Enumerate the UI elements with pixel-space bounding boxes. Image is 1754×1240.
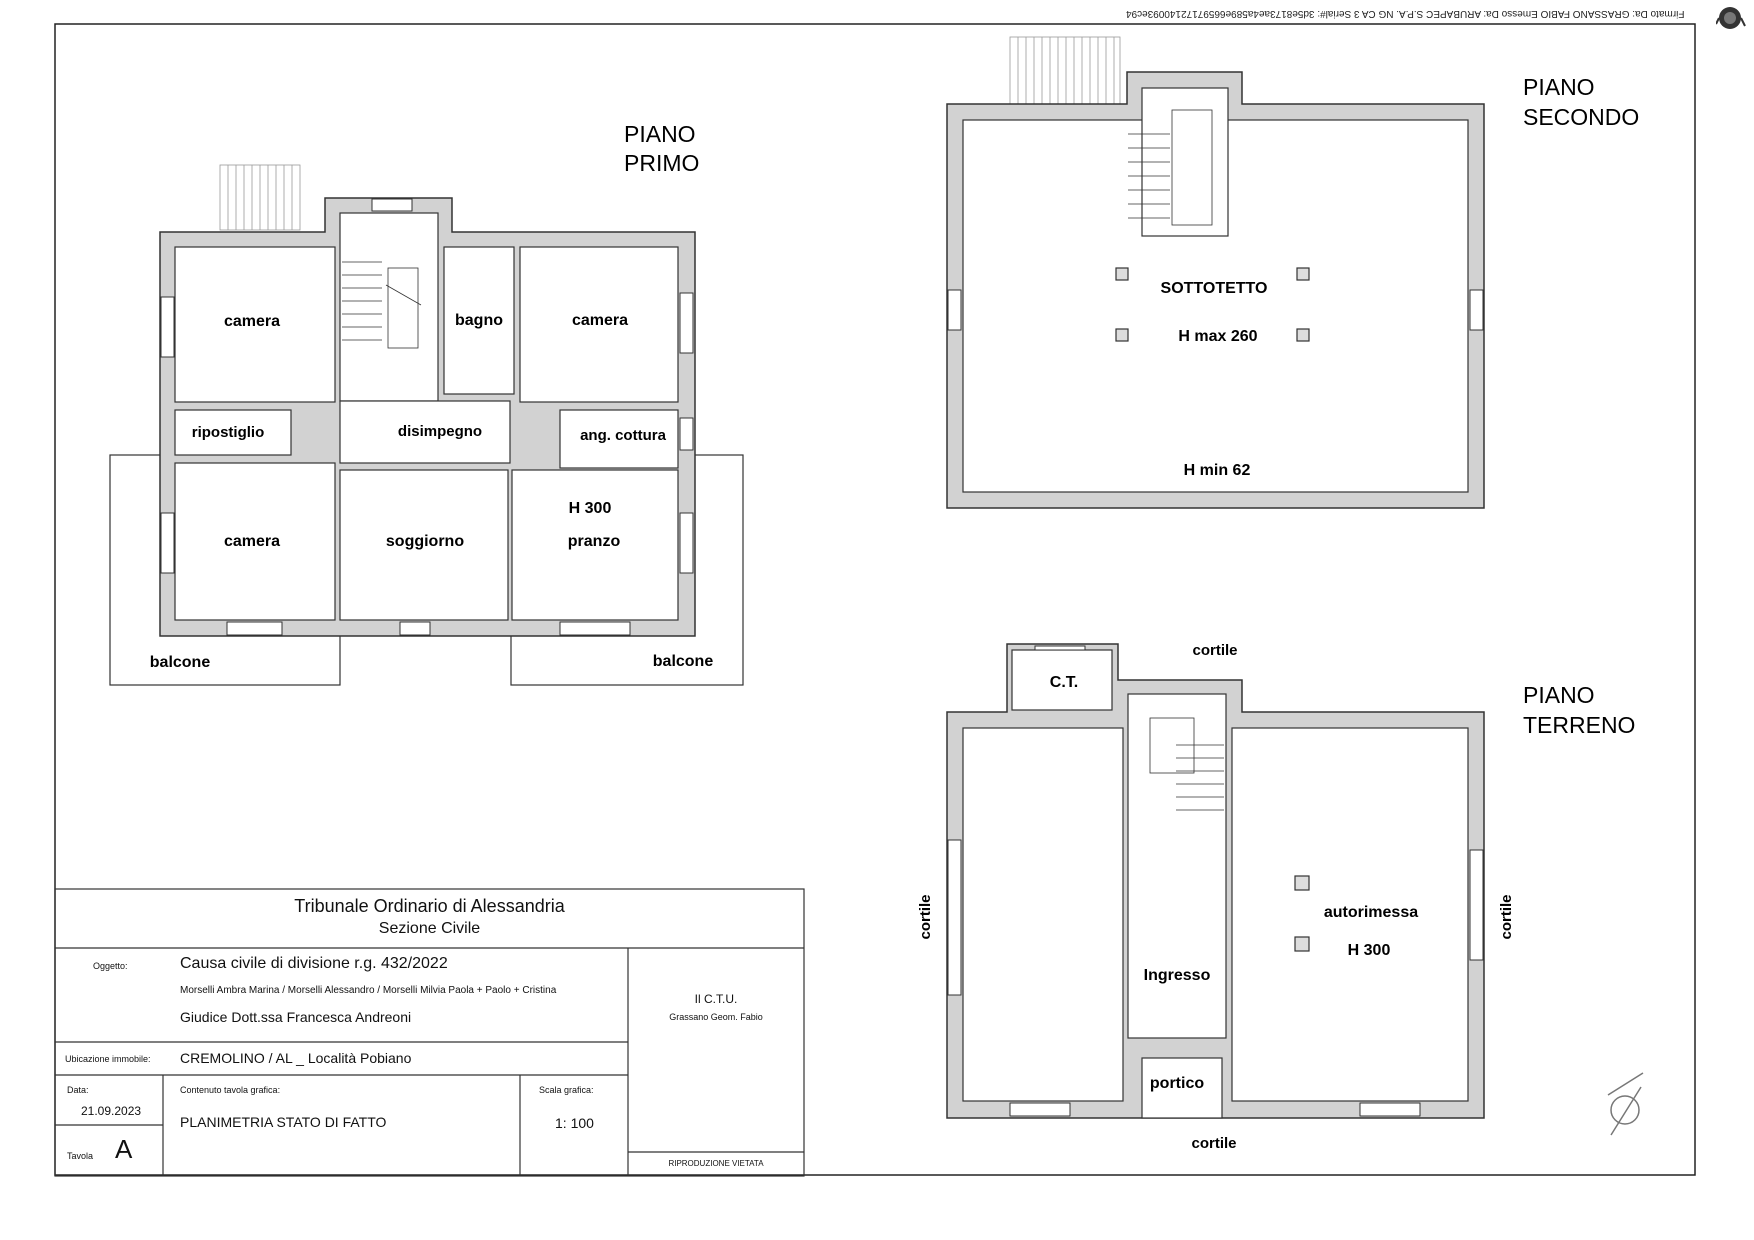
scala-value: 1: 100 (555, 1115, 594, 1131)
court-section: Sezione Civile (378, 920, 481, 937)
label-sottotetto: SOTTOTETTO (1160, 280, 1268, 297)
label-cortile-bottom: cortile (1191, 1135, 1237, 1152)
tavola-value: A (115, 1134, 133, 1164)
roof-hatch-secondo (1010, 37, 1120, 104)
room-left-garage (963, 728, 1123, 1101)
room-ingresso (1128, 694, 1226, 1038)
label-height-terreno: H 300 (1347, 942, 1391, 959)
label-autorimessa: autorimessa (1323, 904, 1419, 921)
label-h-min: H min 62 (1183, 462, 1251, 479)
compass-logo-icon (1608, 1073, 1643, 1135)
label-balcone-right: balcone (652, 653, 714, 670)
label-camera-ne: camera (571, 312, 629, 329)
ubicazione-label: Ubicazione immobile: (65, 1054, 151, 1064)
roof-hatch-primo (220, 165, 300, 230)
label-balcone-left: balcone (149, 654, 211, 671)
case-title: Causa civile di divisione r.g. 432/2022 (180, 955, 448, 972)
title-terreno-2: TERRENO (1523, 712, 1636, 738)
court-title: Tribunale Ordinario di Alessandria (294, 896, 565, 916)
room-stairs-primo (340, 213, 438, 401)
title-terreno-1: PIANO (1523, 682, 1595, 708)
label-height-primo: H 300 (568, 500, 612, 517)
ctu-name: Grassano Geom. Fabio (669, 1012, 763, 1022)
label-camera-nw: camera (223, 313, 281, 330)
label-ripostiglio: ripostiglio (191, 424, 265, 441)
plan-piano-primo (110, 121, 743, 685)
title-secondo-1: PIANO (1523, 74, 1595, 100)
label-ang-cottura: ang. cottura (580, 427, 666, 444)
scala-label: Scala grafica: (539, 1085, 594, 1095)
label-soggiorno: soggiorno (385, 533, 465, 550)
title-secondo-2: SECONDO (1523, 104, 1640, 130)
oggetto-label: Oggetto: (93, 961, 128, 971)
label-cortile-right: cortile (1498, 894, 1515, 940)
label-h-max: H max 260 (1178, 328, 1258, 345)
label-pranzo: pranzo (567, 533, 621, 550)
label-disimpegno: disimpegno (397, 423, 483, 440)
title-block (55, 889, 804, 1176)
label-camera-sw: camera (223, 533, 281, 550)
contenuto-value: PLANIMETRIA STATO DI FATTO (180, 1114, 387, 1130)
label-cortile-top: cortile (1192, 642, 1238, 659)
label-cortile-left: cortile (917, 894, 934, 940)
parties: Morselli Ambra Marina / Morselli Alessandro / Morselli Milvia Paola + Paolo + Cristina (180, 985, 557, 996)
label-portico: portico (1149, 1075, 1205, 1092)
contenuto-label: Contenuto tavola grafica: (180, 1085, 281, 1095)
digital-signature-line: Firmato Da: GRASSANO FABIO Emesso Da: ARUBAPEC S.P.A. NG CA 3 Serial#: 3d5e8173ae4a589e66597172140093ec94 (1125, 8, 1684, 19)
label-bagno: bagno (455, 312, 503, 329)
date-value: 21.09.2023 (81, 1104, 142, 1118)
tavola-label: Tavola (67, 1151, 94, 1161)
plan-piano-secondo (947, 37, 1639, 508)
plan-piano-terreno (917, 642, 1635, 1152)
ctu-label: Il C.T.U. (694, 992, 738, 1006)
ubicazione-value: CREMOLINO / AL _ Località Pobiano (180, 1050, 412, 1066)
judge: Giudice Dott.ssa Francesca Andreoni (180, 1009, 412, 1025)
riproduzione-vietata: RIPRODUZIONE VIETATA (668, 1159, 764, 1168)
title-primo-2: PRIMO (624, 150, 700, 176)
title-primo-1: PIANO (624, 121, 696, 147)
label-ingresso: Ingresso (1143, 967, 1211, 984)
data-label: Data: (67, 1085, 89, 1095)
label-ct: C.T. (1049, 674, 1079, 691)
